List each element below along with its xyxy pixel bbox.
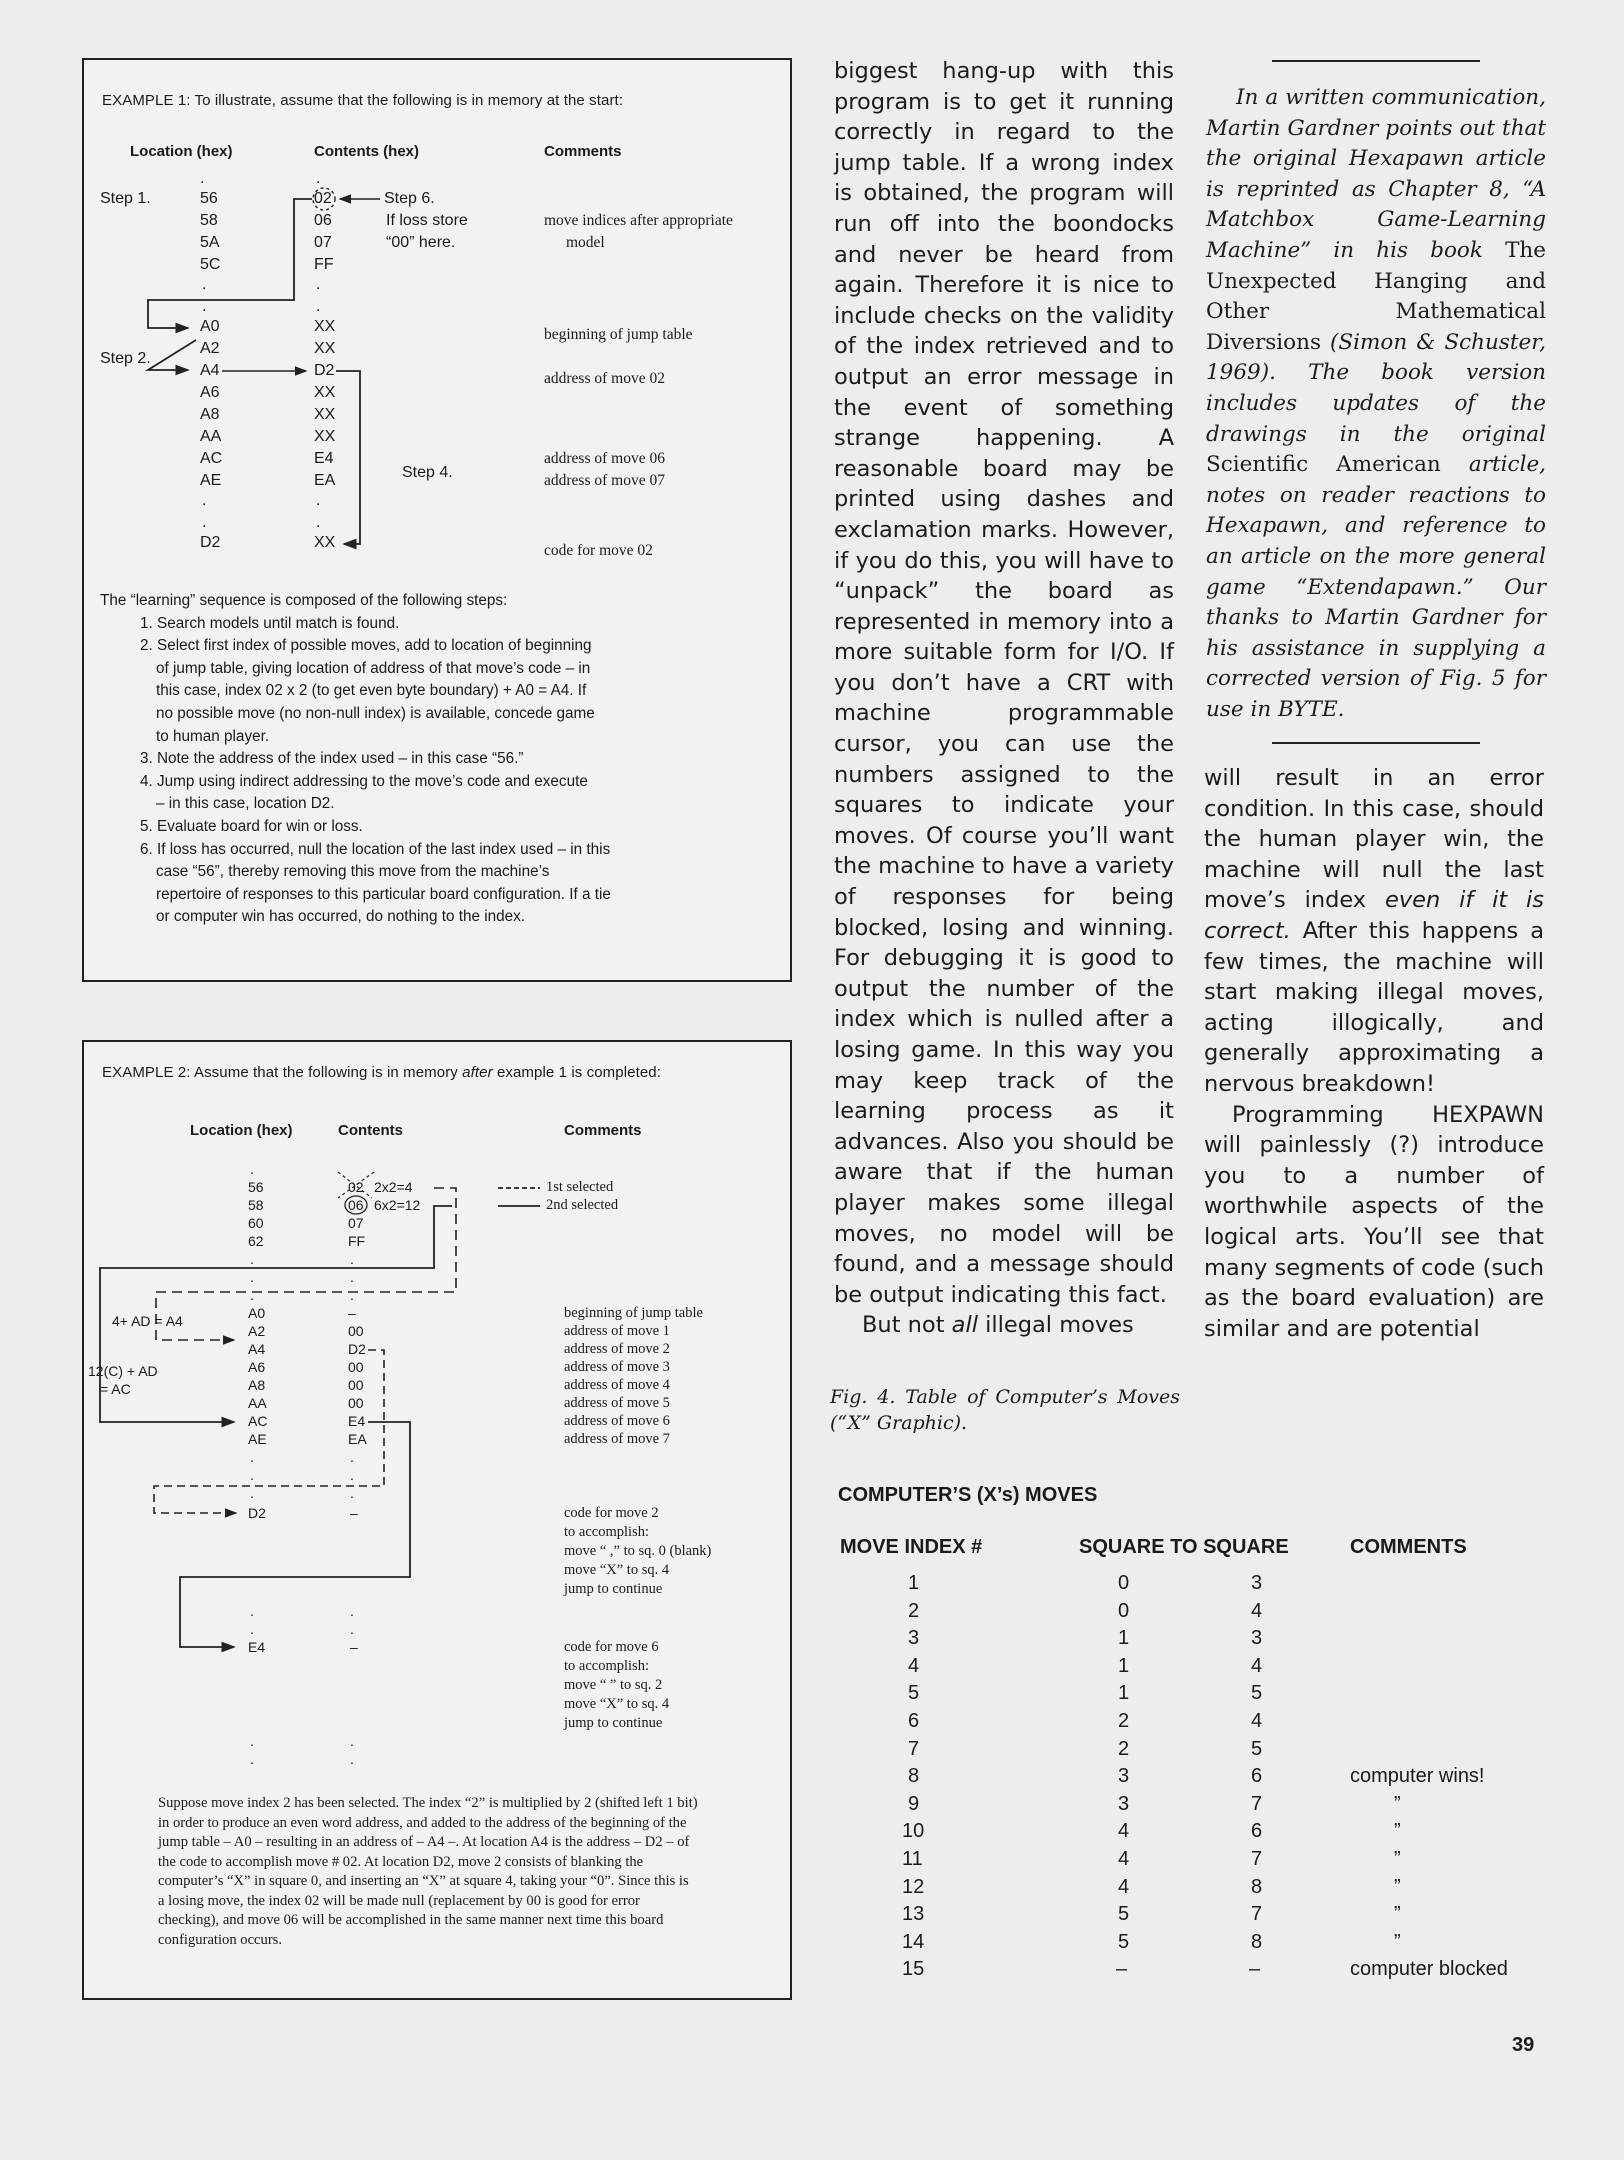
ex2-dot: . (250, 1603, 254, 1619)
ex1-loc: AA (200, 428, 222, 445)
ex1-dot: . (202, 514, 207, 531)
ex2-dot: . (250, 1733, 254, 1749)
sidebar-top-rule (1272, 60, 1480, 62)
ex2-jump-val: 00 (348, 1377, 364, 1393)
table-row: 2 0 4 (908, 1599, 1263, 1622)
ex1-comment: beginning of jump table (544, 326, 693, 343)
ex1-dot: . (316, 298, 321, 315)
ex1-comment: address of move 07 (544, 472, 665, 489)
ex2-calc-ac-line2: = AC (100, 1381, 131, 1397)
ex2-legend-second: 2nd selected (546, 1197, 619, 1213)
ex1-step: 4. Jump using indirect addressing to the move’s code and execute – in this case, location D2. (140, 772, 588, 813)
ex1-header-contents: Contents (hex) (314, 143, 419, 160)
ex1-loc: A2 (200, 340, 220, 357)
ex1-comment: code for move 02 (544, 542, 653, 559)
table-row: 4 1 4 (908, 1654, 1263, 1677)
ex1-loc: 58 (200, 212, 218, 229)
ex1-comment: model (566, 234, 605, 251)
ex1-learning-sequence (100, 590, 770, 929)
ex2-jump-comment: address of move 2 (564, 1341, 670, 1357)
ex2-dot: . (250, 1251, 254, 1267)
ex2-jump-val: 00 (348, 1323, 364, 1339)
ex1-val: FF (314, 256, 334, 273)
ex2-jump-loc: A6 (248, 1359, 266, 1375)
ex1-dot: . (202, 298, 207, 315)
table-row: 11 4 7 ” (902, 1848, 1401, 1870)
ex1-loc: D2 (200, 534, 221, 551)
table-row: 12 4 8 ” (902, 1875, 1401, 1898)
moves-table-header-square: SQUARE TO SQUARE (1079, 1536, 1289, 1558)
ex1-val: XX (314, 428, 336, 445)
ex2-jump-comment: beginning of jump table (564, 1305, 703, 1321)
ex2-dot: . (350, 1485, 354, 1501)
ex2-jump-loc: A2 (248, 1323, 266, 1339)
ex2-jump-loc: AA (248, 1395, 267, 1411)
ex1-val: XX (314, 318, 336, 335)
ex2-jump-comment: address of move 3 (564, 1359, 670, 1375)
ex1-header-comments: Comments (544, 143, 622, 160)
ex1-loc: AE (200, 472, 222, 489)
ex1-loc: 5A (200, 234, 220, 251)
ex2-jump-comment: address of move 1 (564, 1323, 670, 1339)
ex2-calc-a4: 4+ AD = A4 (112, 1313, 183, 1329)
ex1-step: 6. If loss has occurred, null the location of the last index used – in this case “56”, thereby removing this move from the machine’s repertoire of responses to this particular board configuration. If a tie or computer win has occurred, do nothing to the index. (140, 840, 611, 926)
ex2-dot: . (350, 1251, 354, 1267)
moves-table-title: COMPUTER’S (X’s) MOVES (838, 1484, 1098, 1506)
ex2-jump-val: 00 (348, 1359, 364, 1375)
ex1-loc: A8 (200, 406, 220, 423)
ex1-header-location: Location (hex) (130, 143, 233, 160)
ex1-comment: address of move 02 (544, 370, 665, 387)
ex1-step: 2. Select first index of possible moves, add to location of beginning of jump table, giving location of address of that move’s code – in this case, index 02 x 2 (to get even byte boundary) + A0 = A4. If no possible move (no non-null index) is available, concede game to human player. (140, 637, 595, 745)
ex2-dot: . (250, 1621, 254, 1637)
ex2-calc-second: 6x2=12 (374, 1197, 421, 1213)
ex1-step1-label: Step 1. (100, 190, 151, 207)
example-1-box (82, 58, 792, 982)
ex2-code-d2-val: – (350, 1505, 358, 1521)
page-number: 39 (1512, 2034, 1535, 2056)
ex2-dot: . (250, 1485, 254, 1501)
ex1-comment: move indices after appropriate (544, 212, 733, 229)
gardner-sidebar-note: In a written communication, Martin Gardner points out that the original Hexapawn article is reprinted as Chapter 8, “A Matchbox Game-Learning Machine” in his book The Unexpected Hanging and Other Mathematical Diversions (Simon & Schuster, 1969). The book version includes updates of the drawings in the original Scientific American article, notes on reader reactions to Hexapawn, and reference to an article on the more general game “Extendapawn.” Our thanks to Martin Gardner for his assistance in supplying a corrected version of Fig. 5 for use in BYTE. (1206, 85, 1546, 722)
ex2-jump-comment: address of move 6 (564, 1413, 670, 1429)
ex2-model-val-crossed: 02 (348, 1179, 364, 1195)
ex2-dot: . (350, 1603, 354, 1619)
ex1-val-circled: 02 (314, 190, 332, 207)
example-1-title: EXAMPLE 1: To illustrate, assume that the following is in memory at the start: (102, 92, 624, 109)
ex1-val: 06 (314, 212, 332, 229)
ex1-if-loss-line1: If loss store (386, 212, 468, 229)
ex2-model-loc: 60 (248, 1215, 264, 1231)
ex2-calc-first: 2x2=4 (374, 1179, 413, 1195)
ex1-if-loss-line2: “00” here. (386, 234, 456, 251)
ex2-jump-val: 00 (348, 1395, 364, 1411)
sidebar-bottom-rule (1272, 742, 1480, 744)
ex2-jump-loc: AE (248, 1431, 267, 1447)
moves-table (838, 1536, 1558, 1996)
ex2-dot: . (350, 1287, 354, 1303)
moves-table-header-index: MOVE INDEX # (840, 1536, 983, 1558)
ex2-header-comments: Comments (564, 1122, 642, 1139)
ex2-jump-comment: address of move 7 (564, 1431, 670, 1447)
moves-table-header-comments: COMMENTS (1350, 1536, 1467, 1558)
ex1-val: 07 (314, 234, 332, 251)
table-row: 10 4 6 ” (902, 1820, 1401, 1843)
ex2-model-val-circled: 06 (348, 1197, 364, 1213)
ex2-dot: . (250, 1467, 254, 1483)
ex1-steps-list (100, 613, 770, 929)
ex2-jump-val: E4 (348, 1413, 366, 1429)
ex2-code-d2-text: code for move 2 to accomplish: move “ ,” to sq. 0 (blank) move “X” to sq. 4 jump to continue (564, 1505, 712, 1597)
table-row: 6 2 4 (908, 1710, 1263, 1732)
right-paragraph-2: Programming HEXPAWN will painlessly (?) introduce you to a number of worthwhile aspects of the logical arts. You’ll see that many segments of code (such as the board evaluation) are similar and are potential (1204, 1101, 1544, 1342)
ex2-model-val: 07 (348, 1215, 364, 1231)
ex2-code-e4-loc: E4 (248, 1639, 266, 1655)
ex1-dot: . (316, 276, 321, 293)
ex2-dot: . (350, 1733, 354, 1749)
table-row: 9 3 7 ” (908, 1792, 1401, 1815)
ex1-val: EA (314, 472, 336, 489)
ex1-val: XX (314, 534, 336, 551)
ex2-legend-first: 1st selected (546, 1179, 614, 1195)
ex1-loc: AC (200, 450, 223, 467)
ex1-loc: A4 (200, 362, 220, 379)
table-row: 14 5 8 ” (902, 1930, 1401, 1953)
ex2-explanation-note: Suppose move index 2 has been selected. The index “2” is multiplied by 2 (shifted left 1 bit) in order to produce an even word address, and added to the address of the beginning of the jump table – A0 – resulting in an address of – A4 –. At location A4 is the address – D2 – of the code to accomplish move # 02. At location D2, move 2 consists of blanking the computer’s “X” in square 0, and inserting an “X” at square 4, taking your “0”. Since this is a losing move, the index 02 will be made null (replacement by 00 is good for error checking), and move 06 will be accomplished in the same manner next time this board configuration occurs. (158, 1795, 698, 1948)
ex2-dot: . (250, 1751, 254, 1767)
ex2-jump-loc: A4 (248, 1341, 266, 1357)
ex2-dot: . (250, 1161, 254, 1177)
ex1-step2-label: Step 2. (100, 350, 151, 367)
example-2-title: EXAMPLE 2: Assume that the following is in memory after example 1 is completed: (102, 1064, 661, 1081)
ex2-jump-comment: address of move 5 (564, 1395, 670, 1411)
ex1-loc: 56 (200, 190, 218, 207)
ex1-val: D2 (314, 362, 335, 379)
ex2-code-e4-val: – (350, 1639, 358, 1655)
ex2-code-d2-loc: D2 (248, 1505, 266, 1521)
ex2-header-location: Location (hex) (190, 1122, 293, 1139)
ex1-step4-label: Step 4. (402, 464, 453, 481)
middle-column-text (834, 56, 1174, 1341)
ex2-dot: . (350, 1621, 354, 1637)
ex1-dot: . (316, 170, 321, 187)
ex2-dot: . (350, 1467, 354, 1483)
table-row: 7 2 5 (908, 1737, 1263, 1760)
ex2-jump-comment: address of move 4 (564, 1377, 670, 1393)
ex1-step: 1. Search models until match is found. (140, 614, 400, 632)
ex1-dot: . (200, 170, 205, 187)
ex2-jump-loc: AC (248, 1413, 268, 1429)
ex2-dot: . (350, 1449, 354, 1465)
ex1-val: XX (314, 406, 336, 423)
ex1-dot: . (202, 492, 207, 509)
table-row: 1 0 3 (908, 1572, 1263, 1594)
ex1-val: E4 (314, 450, 334, 467)
ex1-val: XX (314, 384, 336, 401)
middle-paragraph-2: But not all illegal moves (862, 1312, 1134, 1339)
table-row: 3 1 3 (908, 1627, 1263, 1650)
table-row: 5 1 5 (908, 1682, 1263, 1705)
middle-paragraph-1: biggest hang-up with this program is to get it running correctly in regard to the jump table. If a wrong index is obtained, the program will run off into the boondocks and never be heard from again. Therefore it is nice to include checks on the validity of the index retrieved and to output an error message in the event of something strange happening. A reasonable board may be printed using dashes and exclamation marks. However, if you do this, you will have to “unpack” the board as represented in memory into a more suitable form for I/O. If you don’t have a CRT with machine programmable cursor, you can use the numbers assigned to the squares to indicate your moves. Of course you’ll want the machine to have a variety of responses for being blocked, losing and winning. For debugging it is good to output the number of the index which is nulled after a losing game. In this way you may keep track of the learning process as it advances. Also you should be aware that if the human player makes some illegal moves, no model will be found, and a message should be output indicating this fact. (834, 58, 1174, 1308)
ex1-comment: address of move 06 (544, 450, 665, 467)
ex1-dot: . (316, 492, 321, 509)
ex2-dot: . (250, 1449, 254, 1465)
ex2-jump-val: D2 (348, 1341, 366, 1357)
ex1-val: XX (314, 340, 336, 357)
right-column-text (1204, 763, 1544, 1344)
ex1-step: 3. Note the address of the index used – in this case “56.” (140, 750, 524, 768)
ex2-model-loc: 56 (248, 1179, 264, 1195)
table-row: 8 3 6 computer wins! (908, 1765, 1485, 1788)
ex2-jump-loc: A8 (248, 1377, 266, 1393)
ex1-sequence-intro: The “learning” sequence is composed of the following steps: (100, 592, 508, 609)
ex1-dot: . (202, 276, 207, 293)
ex2-dot: . (250, 1269, 254, 1285)
ex2-model-val: FF (348, 1233, 366, 1249)
ex1-step6-label: Step 6. (384, 190, 435, 207)
ex2-calc-ac-line1: 12(C) + AD (88, 1363, 158, 1379)
table-row: 15 – – computer blocked (902, 1958, 1508, 1981)
ex2-jump-val: EA (348, 1431, 367, 1447)
ex2-model-loc: 58 (248, 1197, 264, 1213)
ex2-dot: . (250, 1287, 254, 1303)
ex2-jump-val: – (348, 1305, 356, 1321)
ex2-model-loc: 62 (248, 1233, 264, 1249)
table-row: 13 5 7 ” (902, 1903, 1401, 1926)
ex2-code-e4-text: code for move 6 to accomplish: move “ ” to sq. 2 move “X” to sq. 4 jump to continue (564, 1639, 670, 1731)
ex1-loc: 5C (200, 256, 221, 273)
ex2-header-contents: Contents (338, 1122, 403, 1139)
ex1-dot: . (316, 514, 321, 531)
ex1-loc: A6 (200, 384, 220, 401)
ex2-jump-loc: A0 (248, 1305, 266, 1321)
ex1-step: 5. Evaluate board for win or loss. (140, 817, 363, 835)
ex1-loc: A0 (200, 318, 220, 335)
ex2-dot: . (350, 1751, 354, 1767)
right-paragraph-1: will result in an error condition. In this case, should the human player win, the machine will null the last move’s index even if it is correct. After this happens a few times, the machine will start making illegal moves, acting illogically, and generally approximating a nervous breakdown! (1204, 765, 1545, 1097)
example-2-box (82, 1040, 792, 2000)
figure-4-caption: Fig. 4. Table of Computer’s Moves (“X” Graphic). (830, 1386, 1180, 1434)
ex2-dot: . (350, 1269, 354, 1285)
